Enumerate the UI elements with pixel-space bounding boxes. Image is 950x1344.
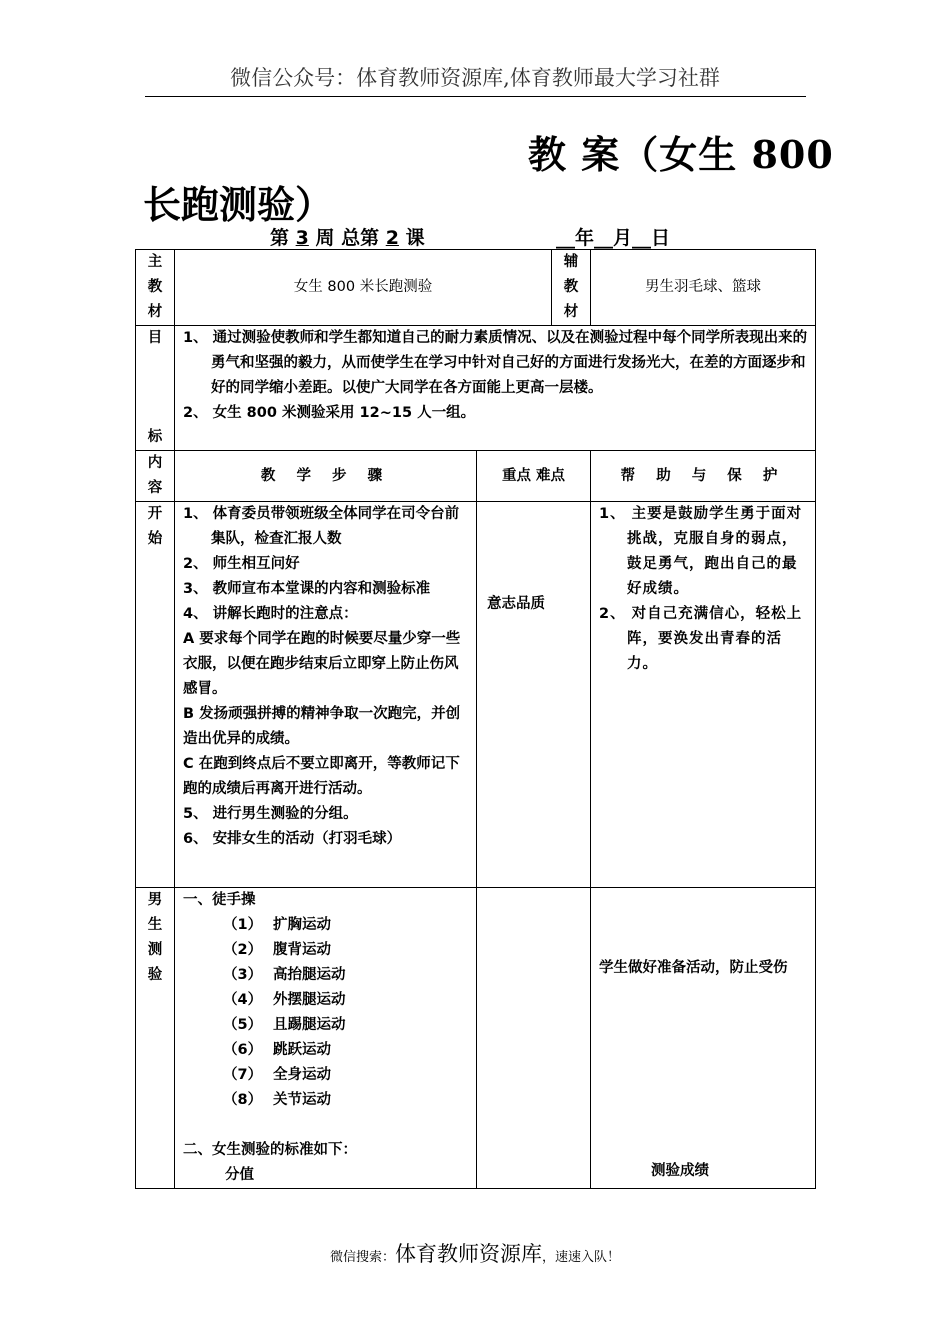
start-help-cell [591, 502, 816, 888]
goals-list [175, 326, 815, 426]
boys-help-text: 学生做好准备活动，防止受伤 [599, 960, 788, 976]
start-label: 开 始 [136, 502, 175, 888]
step-item: 5、 进行男生测验的分组。 [183, 806, 358, 822]
main-material-label: 主 教 材 [136, 250, 175, 326]
boys-help-cell [591, 888, 816, 1189]
help-item: 1、 主要是鼓励学生勇于面对挑战，克服自身的弱点，鼓足勇气，跑出自己的最好成绩。 [599, 506, 803, 597]
note-a: A 要求每个同学在跑的时候要尽量少穿一些衣服，以便在跑步结束后立即穿上防止伤风感冒。 [183, 631, 461, 697]
step-item: 2、 师生相互问好 [183, 556, 300, 572]
step-item: 6、 安排女生的活动（打羽毛球） [183, 831, 402, 847]
help-item: 2、 对自己充满信心，轻松上阵，要涣发出青春的活力。 [599, 606, 803, 672]
start-help-list [591, 502, 815, 677]
lesson-number: 2 [385, 227, 399, 249]
start-key-point: 意志品质 [477, 502, 591, 888]
boys-key-point [477, 888, 591, 1189]
goals-cell [175, 326, 816, 451]
exercise-item: （2） 腹背运动 [223, 942, 331, 958]
step-item: 1、 体育委员带领班级全体同学在司令台前集队，检查汇报人数 [183, 506, 460, 547]
steps-heading: 教 学 步 骤 [175, 451, 477, 502]
note-b: B 发扬顽强拼搏的精神争取一次跑完，并创造出优异的成绩。 [183, 706, 461, 747]
title-line-1: 教 案（女生 800 [528, 132, 834, 177]
exercise-item: （5） 且踢腿运动 [223, 1017, 346, 1033]
start-steps-cell [175, 502, 477, 888]
key-points-heading: 重点 难点 [477, 451, 591, 502]
boys-test-label: 男 生 测 验 [136, 888, 175, 1189]
header-divider [145, 96, 806, 97]
goal-item: 1、 通过测验使教师和学生都知道自己的耐力素质情况、以及在测验过程中每个同学所表现出来的勇气和坚强的毅力，从而使学生在学习中针对自己好的方面进行发扬光大，在差的方面逐步和好的同学缩小差距。以使广大同学在各方面能上更高一层楼。 [183, 330, 808, 396]
girls-standard-heading: 二、女生测验的标准如下： [183, 1142, 357, 1158]
title-line-2: 长跑测验） [143, 182, 334, 227]
goal-item: 2、 女生 800 米测验采用 12~15 人一组。 [183, 405, 476, 421]
aux-material: 男生羽毛球、篮球 [591, 250, 816, 326]
step-item: 4、 讲解长跑时的注意点： [183, 606, 358, 622]
start-steps-list [175, 502, 476, 627]
aux-material-label: 辅 教 材 [552, 250, 591, 326]
exercise-heading: 一、徒手操 [183, 892, 256, 908]
exercise-item: （6） 跳跃运动 [223, 1042, 331, 1058]
lesson-plan-table [135, 249, 816, 1189]
note-c: C 在跑到终点后不要立即离开，等教师记下跑的成绩后再离开进行活动。 [183, 756, 460, 797]
score-label: 分值 [225, 1167, 254, 1183]
exercise-item: （3） 高抬腿运动 [223, 967, 346, 983]
week-number: 3 [295, 227, 309, 249]
page-header: 微信公众号：体育教师资源库,体育教师最大学习社群 [230, 66, 720, 90]
exercise-item: （8） 关节运动 [223, 1092, 331, 1108]
start-steps-list-2 [175, 802, 476, 852]
step-item: 3、 教师宣布本堂课的内容和测验标准 [183, 581, 431, 597]
boys-steps-cell [175, 888, 477, 1189]
help-heading: 帮 助 与 保 护 [591, 451, 816, 502]
main-material: 女生 800 米长跑测验 [175, 250, 552, 326]
exercise-item: （1） 扩胸运动 [223, 917, 331, 933]
exercise-item: （4） 外摆腿运动 [223, 992, 346, 1008]
content-label: 内 容 [136, 451, 175, 502]
result-label: 测验成绩 [651, 1163, 709, 1179]
lesson-info: 第 3 周 总第 2 课 [270, 227, 425, 249]
date-field: __年__月__日 [556, 227, 671, 249]
page-footer: 微信搜索：体育教师资源库，速速入队！ [329, 1242, 621, 1266]
exercise-list [175, 913, 476, 1113]
exercise-item: （7） 全身运动 [223, 1067, 331, 1083]
goal-label: 目 标 [136, 326, 175, 451]
footer-name: 体育教师资源库 [395, 1242, 542, 1266]
